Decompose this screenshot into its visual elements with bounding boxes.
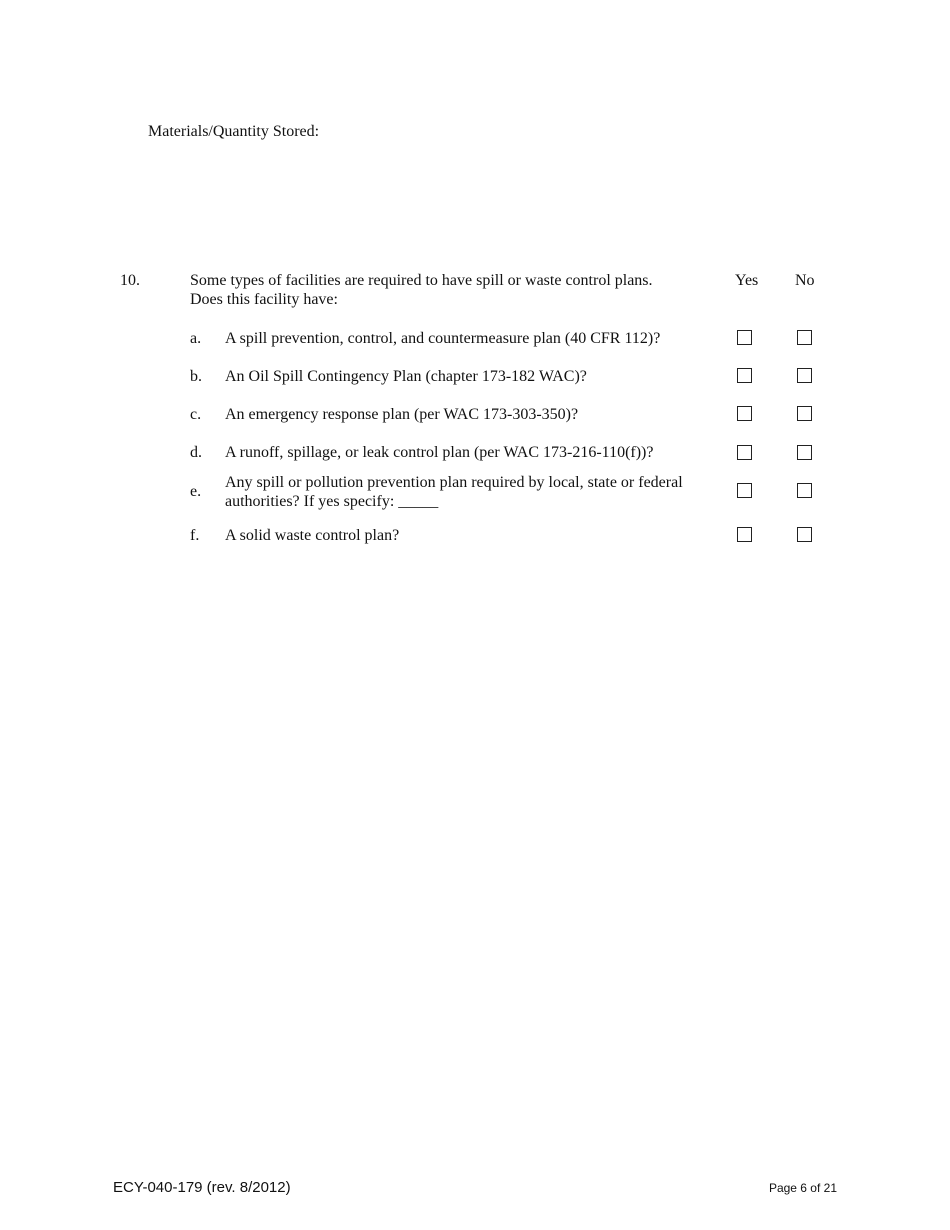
question-number: 10.: [120, 272, 140, 289]
footer-page-number: Page 6 of 21: [768, 1181, 837, 1195]
item-letter-b: b.: [190, 368, 202, 385]
item-text-e: [225, 473, 725, 511]
item-letter-c: c.: [190, 406, 202, 423]
item-b-yes-checkbox[interactable]: [737, 368, 752, 383]
item-text-b: An Oil Spill Contingency Plan (chapter 173-182 WAC)?: [225, 368, 587, 385]
item-letter-d: d.: [190, 444, 202, 461]
item-e-no-checkbox[interactable]: [797, 483, 812, 498]
question-text-line1: Some types of facilities are required to have spill or waste control plans.: [190, 272, 653, 289]
item-text-a: A spill prevention, control, and countermeasure plan (40 CFR 112)?: [225, 330, 661, 347]
item-f-no-checkbox[interactable]: [797, 527, 812, 542]
question-text-line2: Does this facility have:: [190, 291, 338, 308]
materials-quantity-label: Materials/Quantity Stored:: [148, 123, 320, 140]
item-letter-e: e.: [190, 483, 202, 500]
item-letter-f: f.: [190, 527, 200, 544]
item-c-yes-checkbox[interactable]: [737, 406, 752, 421]
item-text-c: An emergency response plan (per WAC 173-303-350)?: [225, 406, 579, 423]
item-c-no-checkbox[interactable]: [797, 406, 812, 421]
item-text-e-line1: Any spill or pollution prevention plan required by local, state or federal: [225, 474, 683, 491]
item-letter-a: a.: [190, 330, 202, 347]
item-b-no-checkbox[interactable]: [797, 368, 812, 383]
item-a-yes-checkbox[interactable]: [737, 330, 752, 345]
yes-column-header: Yes: [735, 272, 759, 289]
question-text: [190, 271, 710, 309]
item-d-yes-checkbox[interactable]: [737, 445, 752, 460]
item-d-no-checkbox[interactable]: [797, 445, 812, 460]
footer-form-id: ECY-040-179 (rev. 8/2012): [113, 1179, 291, 1196]
item-text-e-line2: authorities? If yes specify: _____: [225, 493, 439, 510]
item-f-yes-checkbox[interactable]: [737, 527, 752, 542]
item-a-no-checkbox[interactable]: [797, 330, 812, 345]
item-text-d: A runoff, spillage, or leak control plan (per WAC 173-216-110(f))?: [225, 444, 654, 461]
no-column-header: No: [795, 272, 815, 289]
item-e-yes-checkbox[interactable]: [737, 483, 752, 498]
item-text-f: A solid waste control plan?: [225, 527, 400, 544]
